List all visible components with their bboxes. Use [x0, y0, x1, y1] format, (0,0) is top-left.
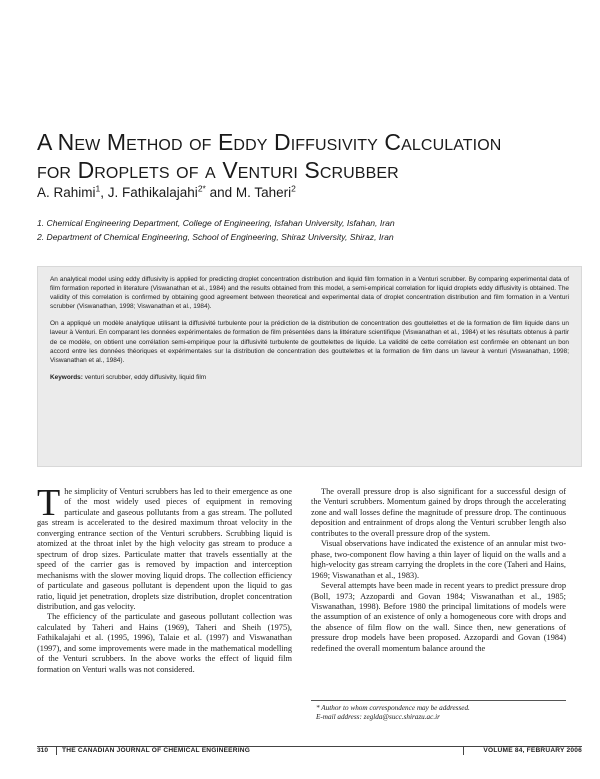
page-number: 310 — [37, 747, 49, 754]
footer-divider — [56, 746, 57, 755]
affiliations — [37, 216, 577, 244]
journal-name: THE CANADIAN JOURNAL OF CHEMICAL ENGINEERING — [62, 747, 251, 754]
author-affiliation-mark: 2* — [197, 183, 206, 194]
abstract-french: On a appliqué un modèle analytique utilisant la diffusivité turbulente pour la prédiction de la distribution de concentration des gouttelettes et de la formation de film liquide dans un laveur à Venturi. En comparant les données expérimentales de formation de film présentées dans la littérature scientifique (Viswanathan et al., 1984) et les résultats obtenus à partir de ce modèle, on obtient une corrélation semi-empirique pour la diffusivité turbulente de gouttelettes de liquide. La validité de cette corrélation est confirmée en obtenant un bon accord entre les données théoriques et expérimentales sur la distribution de concentration des gouttelettes et la formation de film dans un laveur à venturi (Viswanathan, 1998; Viswanathan et al., 1984). — [50, 320, 569, 364]
abstract-box — [37, 266, 582, 467]
correspondence-footnote — [311, 700, 566, 722]
drop-cap: T — [37, 482, 61, 524]
author-separator: , — [100, 185, 108, 200]
footnote-email: E-mail address: zeglda@succ.shirazu.ac.ir — [316, 713, 440, 721]
article-title — [37, 128, 577, 184]
paragraph-text: he simplicity of Venturi scrubbers has led to their emergence as one of the most widely used pieces of equipment in removing particulate and gaseous pollutants from a gas stream. The polluted gas stream is accelerated to the desired maximum throat velocity in the converging entrance section of the Venturi scrubbers. Scrubbing liquid is atomized at the throat inlet by the high velocity gas stream to produce a spectrum of drop sizes. Particulate matter that travels essentially at the speed of the carrier gas is removed by impaction and interception mechanisms with the slower moving liquid drops. The collection efficiency of particulate and gaseous pollutant is dependent upon the liquid to gas ratio, liquid jet penetration, droplets size distribution, droplet concentration distribution, and gas velocity. — [37, 487, 292, 611]
author-name: J. Fathikalajahi — [107, 185, 198, 200]
abstract-english: An analytical model using eddy diffusivity is applied for predicting droplet concentration distribution and liquid film formation in a Venturi scrubber. By comparing experimental data of film formation reported in literature (Viswanathan et al., 1984) and the results obtained from this model, a semi-empirical correlation for liquid droplets eddy diffusivity is obtained. The validity of this correlation is confirmed by obtaining good agreement between theoretical and experimental data of droplet concentration distribution and film formation in a Venturi scrubber (Viswanathan, 1998; Viswanathan et al., 1984). — [50, 276, 569, 311]
body-paragraph: The overall pressure drop is also significant for a successful design of the Venturi scrubbers. Momentum gained by drops through the accelerating zone and wall losses define the magnitude of pressure drop. The continuous deposition and entrainment of drops along the Venturi scrubber length also contributes to the overall pressure drop of the system. — [311, 487, 566, 538]
body-column-left — [37, 482, 292, 675]
author-list — [37, 185, 296, 200]
affiliation-item: 2. Department of Chemical Engineering, School of Engineering, Shiraz University, Shiraz, Iran — [37, 232, 394, 242]
keywords-label: Keywords: — [50, 373, 83, 381]
author-name: A. Rahimi — [37, 185, 96, 200]
author-affiliation-mark: 2 — [291, 183, 296, 194]
body-paragraph: The efficiency of the particulate and gaseous pollutant collection was calculated by Taheri and Hains (1969), Taheri and Sheih (1975), Fathikalajahi et al. (1995, 1996), Talaie et al. (1997) and Viswanathan (1997), and some improvements were made in the mathematical modelling of the Venturi scrubbers. In the above works the effect of liquid film formation on Venturi walls was not considered. — [37, 612, 292, 674]
body-paragraph: Visual observations have indicated the existence of an annular mist two-phase, two-component flow having a thin layer of liquid on the walls and a high-velocity gas stream carrying the droplets in the core (Taheri and Hains, 1969; Viswanathan et al., 1983). — [311, 539, 566, 580]
title-line-1: A New Method of Eddy Diffusivity Calculation — [37, 129, 502, 155]
footnote-author-note: * Author to whom correspondence may be addressed. — [316, 704, 470, 712]
body-paragraph — [37, 482, 292, 612]
author-affiliation-mark: 1 — [95, 183, 101, 194]
footer-divider — [463, 746, 464, 755]
keywords-text: venturi scrubber, eddy diffusivity, liquid film — [82, 373, 207, 381]
keywords — [50, 373, 569, 382]
author-name: M. Taheri — [235, 185, 292, 200]
body-column-right — [311, 487, 566, 654]
volume-info: VOLUME 84, FEBRUARY 2006 — [483, 747, 582, 754]
author-separator: and — [205, 185, 236, 200]
page-footer — [37, 746, 582, 756]
affiliation-item: 1. Chemical Engineering Department, College of Engineering, Isfahan University, Isfahan, Iran — [37, 218, 395, 228]
title-line-2: for Droplets of a Venturi Scrubber — [37, 157, 399, 183]
body-paragraph: Several attempts have been made in recent years to predict pressure drop (Boll, 1973; Azzopardi and Govan 1984; Viswanathan et al., 1985; Viswanathan, 1998). Before 1980 the principal limitations of models were the assumption of an existence of only a homogeneous core with drops and the absence of film flow on the wall. Since then, new generations of pressure drop models have been proposed. Azzopardi and Govan (1984) redefined the overall momentum balance around the — [311, 581, 566, 653]
